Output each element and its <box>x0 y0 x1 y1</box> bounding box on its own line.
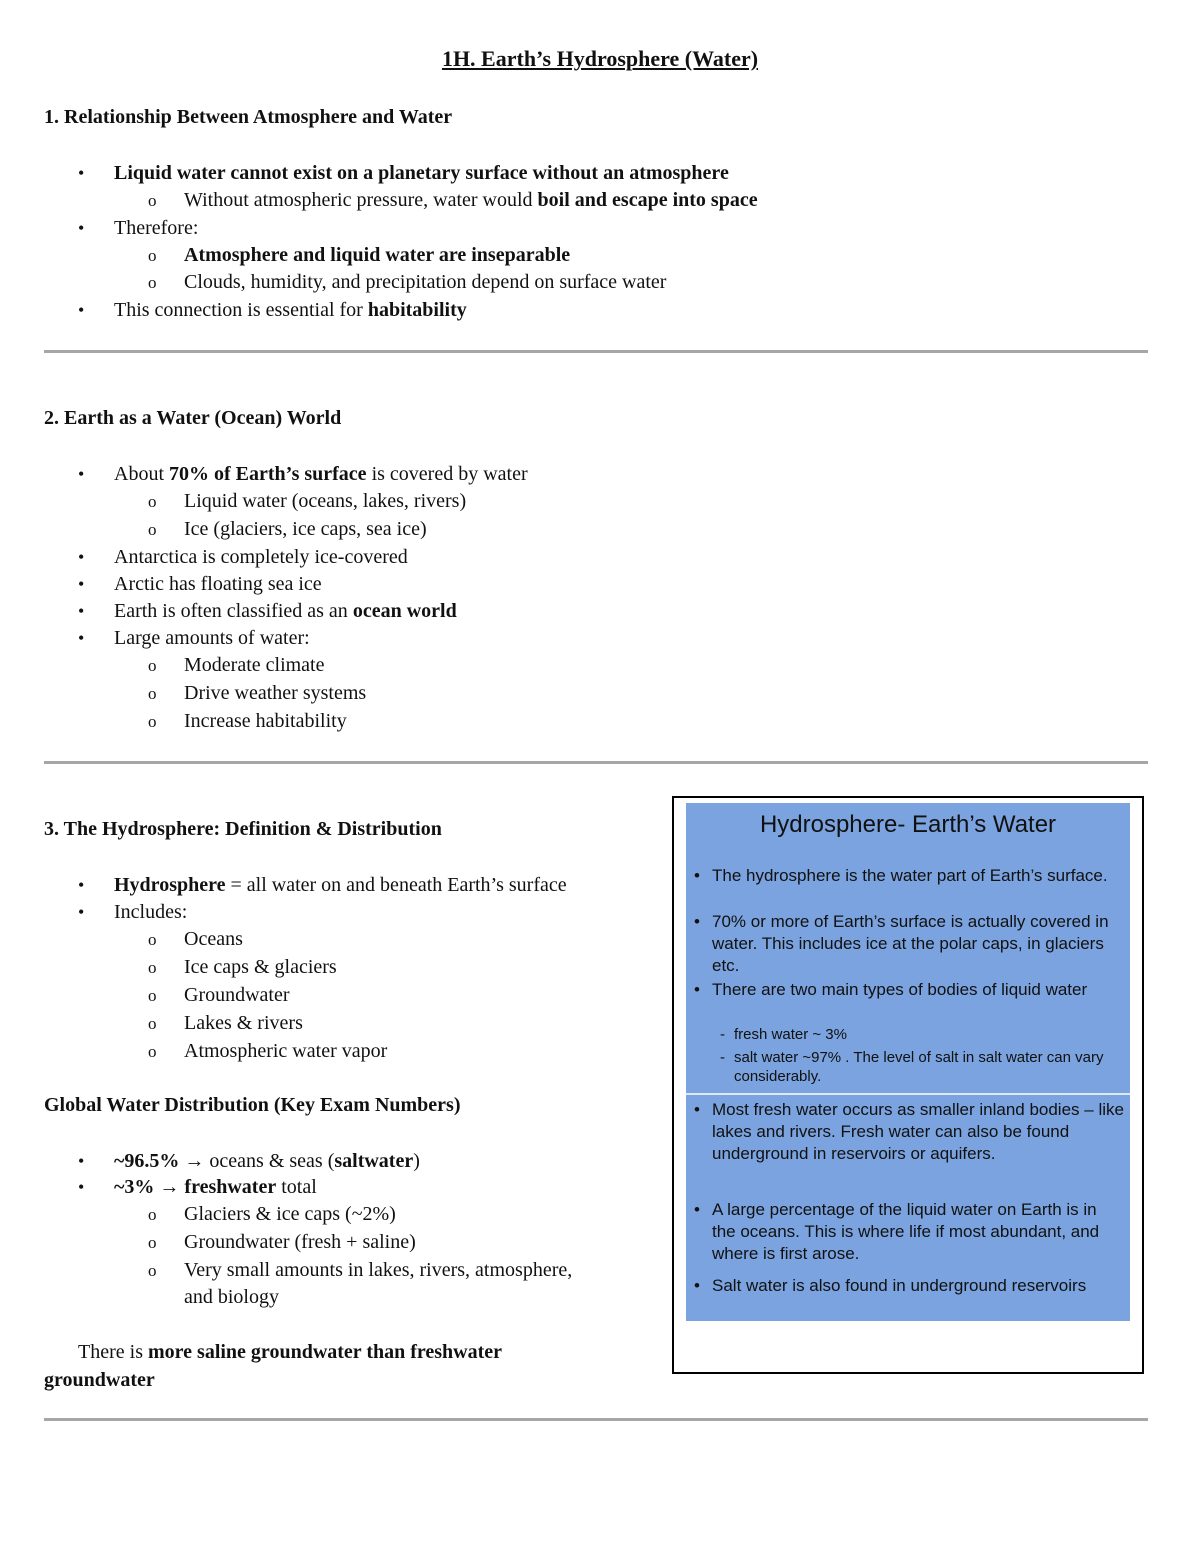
sub-bullet-icon: o <box>148 684 157 703</box>
bullet-icon: • <box>78 601 85 621</box>
s3-include-item: Lakes & rivers <box>184 1012 303 1034</box>
s2-sub-1a: Liquid water (oceans, lakes, rivers) <box>184 490 467 512</box>
s1-bullet-2: Therefore: <box>114 217 199 239</box>
s3-bullet-1: Hydrosphere = all water on and beneath Earth’s surface <box>114 874 567 896</box>
section-2-heading: 2. Earth as a Water (Ocean) World <box>44 407 342 429</box>
bullet-icon: • <box>78 300 85 320</box>
s2-sub-5c: Increase habitability <box>184 710 347 732</box>
distribution-heading: Global Water Distribution (Key Exam Numbers) <box>44 1094 461 1116</box>
sub-bullet-icon: o <box>148 958 157 977</box>
s1-sub-2a: Atmosphere and liquid water are inseparable <box>184 244 571 266</box>
s1-bullet-1: Liquid water cannot exist on a planetary surface without an atmosphere <box>114 162 729 184</box>
sub-bullet-icon: o <box>148 656 157 675</box>
bullet-icon: • <box>694 1276 700 1295</box>
s2-bullet-2: Antarctica is completely ice-covered <box>114 546 408 568</box>
bullet-icon: • <box>78 1177 85 1197</box>
sub-bullet-icon: o <box>148 712 157 731</box>
sub-bullet-icon: o <box>148 191 157 210</box>
bullet-icon: • <box>78 163 85 183</box>
sub-bullet-icon: o <box>148 1042 157 1061</box>
bullet-icon: • <box>78 574 85 594</box>
bullet-icon: • <box>694 980 700 999</box>
bullet-icon: • <box>694 866 700 885</box>
s1-bullet-3: This connection is essential for habitability <box>114 299 467 321</box>
dash-icon: - <box>720 1026 725 1043</box>
page-title: 1H. Earth’s Hydrosphere (Water) <box>441 46 759 71</box>
s2-bullet-5: Large amounts of water: <box>114 627 310 649</box>
s1-sub-2b: Clouds, humidity, and precipitation depend on surface water <box>184 271 667 293</box>
sub-bullet-icon: o <box>148 246 157 265</box>
s2-bullet-4: Earth is often classified as an ocean world <box>114 600 457 622</box>
saline-note: There is more saline groundwater than freshwater <box>78 1341 503 1363</box>
s1-sub-1a: Without atmospheric pressure, water would boil and escape into space <box>184 189 758 211</box>
bullet-icon: • <box>694 912 700 931</box>
sub-bullet-icon: o <box>148 273 157 292</box>
bullet-icon: • <box>694 1200 700 1219</box>
sub-bullet-icon: o <box>148 986 157 1005</box>
section-3-heading: 3. The Hydrosphere: Definition & Distribution <box>44 818 442 840</box>
s2-bullet-1: About 70% of Earth’s surface is covered by water <box>114 463 528 485</box>
s3-include-item: Ice caps & glaciers <box>184 956 337 978</box>
sub-bullet-icon: o <box>148 1261 157 1280</box>
sub-bullet-icon: o <box>148 520 157 539</box>
dash-icon: - <box>720 1049 725 1066</box>
bullet-icon: • <box>78 218 85 238</box>
s2-sub-5b: Drive weather systems <box>184 682 367 704</box>
slide-title: Hydrosphere- Earth’s Water <box>759 811 1057 838</box>
bullet-icon: • <box>78 875 85 895</box>
sub-bullet-icon: o <box>148 1205 157 1224</box>
dist-bullet-1: ~96.5% → oceans & seas (saltwater) <box>114 1150 420 1172</box>
section-divider <box>44 1418 1148 1421</box>
bullet-icon: • <box>78 628 85 648</box>
sub-bullet-icon: o <box>148 1014 157 1033</box>
sub-bullet-icon: o <box>148 492 157 511</box>
sub-bullet-icon: o <box>148 930 157 949</box>
s3-include-item: Groundwater <box>184 984 290 1006</box>
dist-sub-2a: Glaciers & ice caps (~2%) <box>184 1203 396 1225</box>
s2-sub-5a: Moderate climate <box>184 654 325 676</box>
sub-bullet-icon: o <box>148 1233 157 1252</box>
saline-note-cont: groundwater <box>44 1369 155 1391</box>
s3-include-item: Oceans <box>184 928 243 950</box>
bullet-icon: • <box>78 547 85 567</box>
bullet-icon: • <box>78 1151 85 1171</box>
s3-bullet-2: Includes: <box>114 901 188 923</box>
s2-bullet-3: Arctic has floating sea ice <box>114 573 322 595</box>
dist-sub-2c-line1: Very small amounts in lakes, rivers, atmosphere, <box>184 1259 573 1281</box>
dist-bullet-2: ~3% → freshwater total <box>114 1176 317 1198</box>
section-divider <box>44 761 1148 764</box>
s2-sub-1b: Ice (glaciers, ice caps, sea ice) <box>184 518 427 540</box>
slide-divider <box>686 1093 1130 1095</box>
s3-include-item: Atmospheric water vapor <box>184 1040 388 1062</box>
bullet-icon: • <box>694 1100 700 1119</box>
section-divider <box>44 350 1148 353</box>
bullet-icon: • <box>78 464 85 484</box>
dist-sub-2c-line2: and biology <box>184 1286 279 1308</box>
hydrosphere-slide: Hydrosphere- Earth’s Water • The hydrosphere is the water part of Earth’s surface. • 70% or more of Earth’s surface is actually covered in water. This includes ice at the polar caps, in glaciers etc. • There are two main types of bodies of liquid water - fresh water ~ 3% - salt water ~97% . The level of salt in salt water can vary considerably. • Most fresh water occurs as smaller inland bodies – like lakes and rivers. Fresh water can also be found underground in reservoirs or aquifers. • A large percentage of the liquid water on Earth is in the oceans. This is where life if most abundant, and where is first arose. • Salt water is also found in underground reservoirs <box>686 803 1130 1321</box>
bullet-icon: • <box>78 902 85 922</box>
dist-sub-2b: Groundwater (fresh + saline) <box>184 1231 416 1253</box>
section-1-heading: 1. Relationship Between Atmosphere and Water <box>44 106 453 128</box>
